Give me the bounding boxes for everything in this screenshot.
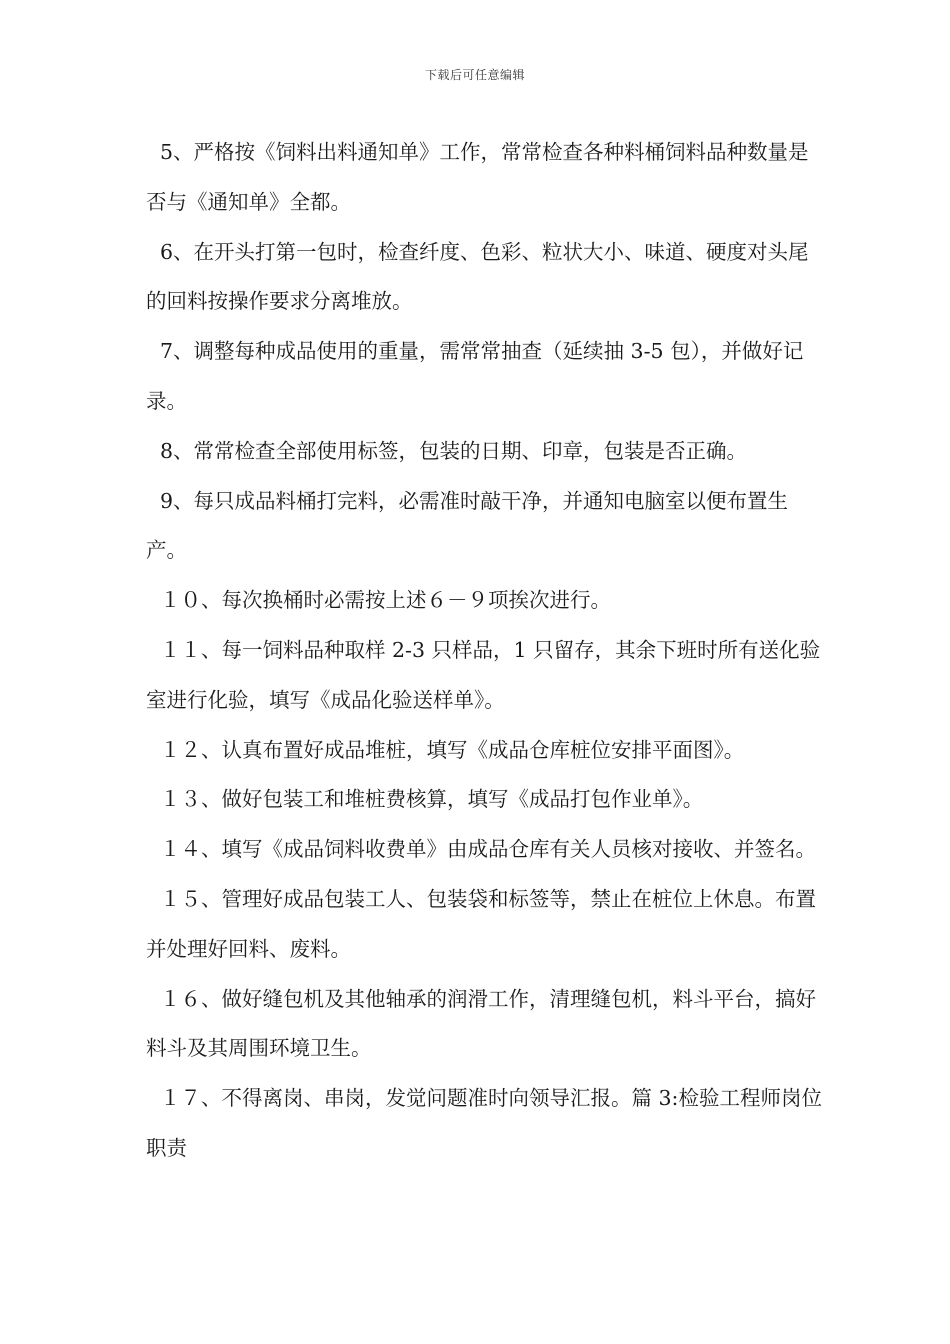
paragraph-10: １０、每次换桶时必需按上述６－９项挨次进行。 [160,588,611,613]
paragraph-17: １７、不得离岗、串岗，发觉问题准时向领导汇报。篇 3:检验工程师岗位职责 [146,1086,822,1160]
paragraph-14: １４、填写《成品饲料收费单》由成品仓库有关人员核对接收、并签名。 [160,837,816,862]
paragraph-15: １５、管理好成品包装工人、包装袋和标签等，禁止在桩位上休息。布置并处理好回料、废料。 [146,886,816,961]
paragraph-12: １２、认真布置好成品堆桩，填写《成品仓库桩位安排平面图》。 [160,737,745,762]
paragraph-13: １３、做好包装工和堆桩费核算，填写《成品打包作业单》。 [160,787,704,812]
paragraph-5: 5、严格按《饲料出料通知单》工作，常常检查各种料桶饲料品种数量是否与《通知单》全都。 [146,140,809,214]
paragraph-8: 8、常常检查全部使用标签，包装的日期、印章，包装是否正确。 [160,438,748,463]
paragraph-16: １６、做好缝包机及其他轴承的润滑工作，清理缝包机，料斗平台，搞好料斗及其周围环境卫生。 [146,986,816,1061]
paragraph-9: 9、每只成品料桶打完料，必需准时敲干净，并通知电脑室以便布置生产。 [146,488,789,563]
paragraph-6: 6、在开头打第一包时，检查纤度、色彩、粒状大小、味道、硬度对头尾的回料按操作要求分离堆放。 [146,239,809,314]
paragraph-11: １１、每一饲料品种取样 2-3 只样品，1 只留存，其余下班时所有送化验室进行化验，填写《成品化验送样单》。 [146,637,821,712]
document-body [146,128,826,1174]
page-header: 下载后可任意编辑 [424,68,525,82]
paragraph-7: 7、调整每种成品使用的重量，需常常抽查（延续抽 3-5 包），并做好记录。 [146,339,804,413]
